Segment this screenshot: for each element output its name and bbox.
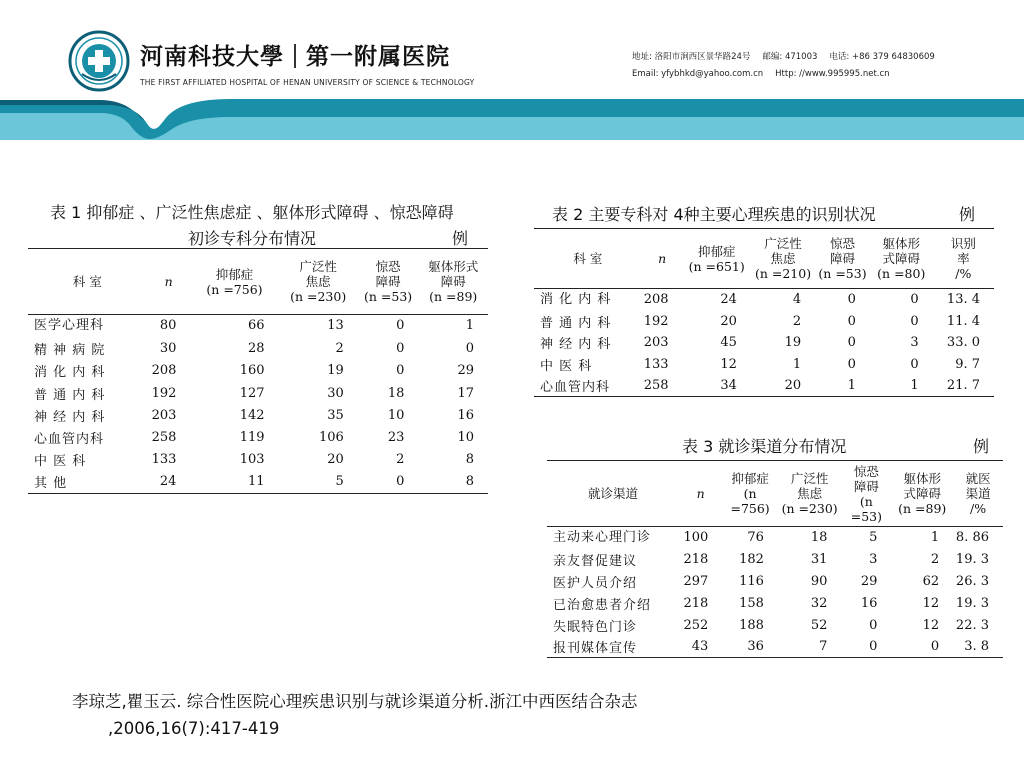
- cell-value: 103: [239, 452, 265, 468]
- cell-value: 5: [335, 474, 344, 490]
- cell-value: 19: [327, 363, 344, 379]
- cell-value: 100: [683, 530, 709, 545]
- table-1-title-line2: 初诊专科分布情况: [188, 229, 317, 248]
- row-label: 失眠特色门诊: [553, 619, 638, 635]
- table1-header-text: 障碍: [375, 274, 401, 289]
- cell-value: 52: [810, 617, 828, 633]
- page-header: [0, 0, 1024, 140]
- cell-value: 10: [387, 407, 405, 423]
- cell-value: 76: [747, 530, 764, 545]
- table3-header-cell: [679, 461, 722, 527]
- table2-header-text: 抑郁症: [697, 243, 736, 259]
- table3-header-text: (n =53): [850, 493, 882, 524]
- cell-value: 127: [239, 385, 265, 401]
- table2-header-text: (n =210): [754, 266, 812, 281]
- table-row: [28, 315, 488, 338]
- cell-value: 11: [247, 474, 265, 490]
- cell-value: 24: [159, 474, 177, 490]
- table3-header-text: 式障碍: [903, 486, 941, 501]
- cell-value: 258: [151, 430, 177, 446]
- cell-value: 208: [643, 292, 669, 307]
- table-2-grid: [534, 228, 994, 397]
- table-2: [534, 200, 994, 405]
- cell-value: 2: [396, 452, 405, 468]
- table-row: [28, 426, 488, 448]
- table2-header-cell: [933, 229, 994, 289]
- table3-header-cell: [722, 461, 778, 527]
- cell-value: 297: [683, 573, 709, 589]
- cell-value: 0: [910, 313, 919, 329]
- table-3-title: 表 3 就诊渠道分布情况: [682, 437, 847, 456]
- cell-value: 16: [457, 407, 474, 423]
- postcode-text: 邮编: 471003: [762, 52, 818, 62]
- cell-value: 33. 0: [946, 335, 980, 351]
- cell-value: 45: [720, 335, 737, 351]
- cell-value: 12: [720, 357, 737, 373]
- cell-value: 7: [819, 639, 828, 655]
- cell-value: 80: [159, 318, 177, 333]
- cell-value: 1: [847, 378, 856, 394]
- table2-header-text: 焦虑: [770, 251, 796, 266]
- brand-name-cn: 河南科技大學: [140, 44, 284, 70]
- cell-value: 8: [465, 452, 474, 468]
- table1-header-text: 焦虑: [305, 274, 331, 289]
- table-1: [28, 196, 488, 496]
- table-row: [28, 360, 488, 382]
- table2-header-cell: [642, 229, 683, 289]
- cell-value: 12: [922, 617, 940, 633]
- table1-header-cell: [279, 249, 358, 315]
- table-row: [547, 571, 1003, 593]
- table2-header-row: [534, 229, 994, 289]
- cell-value: 0: [869, 617, 878, 633]
- table-row: [547, 527, 1003, 549]
- table-row: [28, 337, 488, 359]
- cell-value: 34: [720, 378, 737, 394]
- cell-value: 31: [810, 552, 828, 568]
- cell-value: 62: [922, 573, 940, 589]
- cell-value: 19: [784, 335, 802, 351]
- cell-value: 158: [739, 595, 764, 611]
- table1-header-text: 抑郁症: [215, 266, 254, 282]
- table3-header-text: 广泛性: [790, 471, 829, 486]
- cell-value: 23: [387, 430, 405, 446]
- cell-value: 2: [335, 340, 344, 356]
- table3-header-text: 抑郁症: [731, 471, 769, 486]
- table-row: [534, 354, 994, 376]
- table2-header-text: (n =80): [877, 266, 926, 281]
- cell-value: 133: [151, 452, 177, 468]
- table1-header-row: [28, 249, 488, 315]
- row-label: 普 通 内 科: [540, 315, 612, 331]
- cell-value: 5: [869, 530, 878, 545]
- cell-value: 119: [239, 430, 265, 446]
- row-label: 已治愈患者介绍: [553, 597, 652, 613]
- table2-header-text: n: [658, 251, 667, 266]
- citation-line-2: ,2006,16(7):417-419: [108, 719, 280, 738]
- table-row: [534, 375, 994, 397]
- row-label: 报刊媒体宣传: [553, 641, 638, 657]
- cell-value: 43: [691, 639, 709, 655]
- table3-header-cell: [953, 461, 1003, 527]
- table-row: [534, 289, 994, 311]
- table-row: [534, 332, 994, 354]
- cell-value: 0: [910, 292, 919, 307]
- table3-header-text: 焦虑: [797, 486, 823, 501]
- table1-header-text: (n =230): [290, 289, 347, 304]
- cell-value: 0: [930, 639, 940, 655]
- cell-value: 26. 3: [955, 573, 989, 589]
- cell-value: 218: [683, 552, 709, 568]
- cell-value: 116: [739, 573, 764, 589]
- cell-value: 0: [396, 363, 405, 379]
- cell-value: 0: [847, 292, 856, 307]
- table-1-title-line1: 表 1 抑郁症 、广泛性焦虑症 、躯体形式障碍 、惊恐障碍: [50, 203, 454, 222]
- cell-value: 19. 3: [955, 552, 989, 568]
- table3-header-text: 障碍: [853, 478, 879, 494]
- cell-value: 203: [151, 407, 177, 423]
- cell-value: 0: [910, 357, 919, 373]
- table3-header-text: 就诊渠道: [587, 486, 638, 501]
- table1-header-cell: [358, 249, 419, 315]
- row-label: 普 通 内 科: [34, 387, 106, 403]
- table2-header-cell: [751, 229, 815, 289]
- cell-value: 0: [465, 340, 474, 356]
- table3-header-text: n: [696, 486, 705, 501]
- row-label: 亲友督促建议: [553, 554, 638, 570]
- table2-header-text: 式障碍: [882, 251, 921, 266]
- table2-header-text: 躯体形: [882, 236, 921, 251]
- table1-header-text: (n =756): [206, 281, 263, 297]
- table1-header-cell: [28, 249, 147, 315]
- table3-header-text: 渠道: [965, 486, 991, 501]
- table3-header-text: (n =89): [898, 501, 947, 516]
- table3-header-cell: [891, 461, 953, 527]
- brand-block: [140, 38, 474, 87]
- contact-info: [632, 49, 947, 83]
- table2-header-cell: [870, 229, 933, 289]
- cell-value: 0: [847, 335, 856, 351]
- cell-value: 106: [318, 430, 344, 446]
- cell-value: 160: [239, 363, 265, 379]
- table2-header-text: 广泛性: [764, 236, 802, 251]
- cell-value: 18: [810, 530, 828, 545]
- table1-header-cell: [147, 249, 191, 315]
- table2-header-text: (n =53): [818, 266, 867, 281]
- cell-value: 30: [159, 340, 177, 356]
- cell-value: 17: [457, 385, 474, 401]
- cell-value: 30: [327, 385, 344, 401]
- phone-text: 电话: +86 379 64830609: [829, 52, 935, 62]
- cell-value: 13. 4: [946, 292, 980, 307]
- cell-value: 12: [922, 595, 940, 611]
- row-label: 医护人员介绍: [553, 575, 638, 591]
- table3-header-text: (n =756): [730, 486, 770, 516]
- cell-value: 1: [930, 530, 940, 545]
- table-2-unit: 例: [959, 205, 976, 224]
- cell-value: 2: [930, 552, 940, 568]
- header-wave-banner: [0, 95, 1024, 140]
- cell-value: 8: [465, 474, 474, 490]
- brand-name-en: THE FIRST AFFILIATED HOSPITAL OF HENAN UNIVERSITY OF SCIENCE & TECHNOLOGY: [140, 77, 475, 87]
- row-label: 消 化 内 科: [34, 365, 106, 381]
- cell-value: 142: [239, 407, 265, 423]
- cell-value: 252: [683, 617, 709, 633]
- cell-value: 29: [457, 363, 474, 379]
- cell-value: 29: [860, 573, 878, 589]
- website-text: Http: //www.995995.net.cn: [775, 69, 890, 79]
- table1-header-cell: [190, 249, 278, 315]
- cell-value: 1: [465, 318, 474, 333]
- row-label: 精 神 病 院: [34, 342, 106, 358]
- row-label: 消 化 内 科: [540, 292, 612, 307]
- table3-header-cell: [778, 461, 841, 527]
- cell-value: 0: [847, 357, 856, 373]
- cell-value: 36: [747, 639, 764, 655]
- table-row: [547, 614, 1003, 636]
- table-2-title: 表 2 主要专科对 4种主要心理疾患的识别状况: [552, 205, 876, 224]
- cell-value: 203: [643, 335, 669, 351]
- cell-value: 0: [396, 318, 405, 333]
- cell-value: 20: [720, 313, 737, 329]
- table-row: [547, 592, 1003, 614]
- cell-value: 0: [396, 340, 405, 356]
- table-row: [547, 549, 1003, 571]
- table3-header-cell: [841, 461, 891, 527]
- row-label: 中 医 科: [540, 359, 593, 375]
- table2-header-cell: [534, 229, 642, 289]
- table2-header-cell: [683, 229, 751, 289]
- table-row: [28, 449, 488, 471]
- cell-value: 182: [739, 552, 764, 568]
- cell-value: 28: [247, 340, 265, 356]
- table1-header-cell: [418, 249, 488, 315]
- cell-value: 3. 8: [964, 639, 989, 655]
- table1-header-text: (n =89): [429, 289, 478, 304]
- cell-value: 9. 7: [955, 357, 980, 373]
- table3-header-text: 就医: [965, 471, 991, 486]
- table3-header-text: 惊恐: [853, 463, 879, 479]
- cell-value: 8. 86: [955, 530, 989, 545]
- brand-divider: [294, 44, 296, 68]
- cell-value: 3: [910, 335, 919, 351]
- cell-value: 258: [643, 378, 669, 394]
- cell-value: 3: [869, 552, 878, 568]
- cell-value: 35: [327, 407, 344, 423]
- table1-header-text: n: [164, 274, 173, 289]
- table1-header-text: 躯体形式: [428, 259, 479, 274]
- table2-header-text: 率: [957, 251, 970, 266]
- cell-value: 19. 3: [955, 595, 989, 611]
- table3-header-text: 躯体形: [903, 471, 941, 486]
- cell-value: 24: [720, 292, 737, 307]
- row-label: 主动来心理门诊: [553, 530, 652, 545]
- cell-value: 10: [457, 430, 474, 446]
- table3-header-row: [547, 461, 1003, 527]
- row-label: 神 经 内 科: [34, 409, 106, 425]
- hospital-logo-icon: [68, 30, 130, 92]
- table2-header-text: (n =651): [688, 258, 745, 274]
- cell-value: 21. 7: [946, 378, 980, 394]
- table-row: [534, 311, 994, 333]
- table3-header-text: /%: [970, 501, 987, 516]
- table-3-grid: [547, 460, 1003, 658]
- citation: [72, 688, 637, 742]
- cell-value: 2: [792, 313, 802, 329]
- table-1-unit: 例: [452, 229, 469, 248]
- table2-header-text: /%: [955, 266, 972, 281]
- cell-value: 218: [683, 595, 709, 611]
- row-label: 其 他: [34, 476, 68, 492]
- table-row: [28, 382, 488, 404]
- table-1-grid: [28, 248, 488, 494]
- table2-header-text: 障碍: [830, 251, 856, 266]
- cell-value: 133: [643, 357, 669, 373]
- cell-value: 32: [810, 595, 828, 611]
- address-text: 地址: 洛阳市涧西区景华路24号: [632, 52, 751, 62]
- cell-value: 1: [792, 357, 802, 373]
- cell-value: 0: [396, 474, 405, 490]
- cell-value: 192: [643, 313, 669, 329]
- email-text: Email: yfybhkd@yahoo.com.cn: [632, 69, 764, 79]
- cell-value: 22. 3: [955, 617, 989, 633]
- cell-value: 0: [847, 313, 856, 329]
- cell-value: 13: [327, 318, 344, 333]
- table1-header-text: 障碍: [440, 274, 466, 289]
- row-label: 心血管内科: [540, 380, 611, 396]
- cell-value: 11. 4: [946, 313, 980, 329]
- table-3: [547, 432, 1003, 662]
- cell-value: 16: [860, 595, 878, 611]
- table1-header-text: 惊恐: [375, 259, 401, 274]
- row-label: 神 经 内 科: [540, 337, 612, 353]
- cell-value: 66: [247, 318, 265, 333]
- table-row: [28, 471, 488, 493]
- table1-header-text: 广泛性: [299, 259, 337, 274]
- table1-header-text: (n =53): [364, 289, 413, 304]
- cell-value: 192: [151, 385, 177, 401]
- cell-value: 0: [869, 639, 878, 655]
- table-row: [547, 636, 1003, 658]
- table3-header-cell: [547, 461, 679, 527]
- table2-header-text: 识别: [950, 236, 976, 251]
- row-label: 心血管内科: [34, 432, 105, 448]
- table3-header-text: (n =230): [781, 501, 838, 516]
- cell-value: 1: [910, 378, 919, 394]
- table-row: [28, 404, 488, 426]
- brand-title: [140, 38, 474, 72]
- cell-value: 90: [810, 573, 828, 589]
- table2-header-text: 科 室: [573, 251, 603, 266]
- cell-value: 188: [739, 617, 764, 633]
- row-label: 中 医 科: [34, 454, 87, 470]
- cell-value: 20: [784, 378, 802, 394]
- citation-line-1: 李琼芝,瞿玉云. 综合性医院心理疾患识别与就诊渠道分析.浙江中西医结合杂志: [72, 692, 638, 711]
- cell-value: 20: [327, 452, 344, 468]
- cell-value: 4: [792, 292, 802, 307]
- cell-value: 18: [387, 385, 405, 401]
- row-label: 医学心理科: [34, 318, 105, 333]
- table-3-unit: 例: [973, 437, 990, 456]
- table2-header-text: 惊恐: [830, 236, 856, 251]
- brand-name-cn-sub: 第一附属医院: [306, 44, 450, 70]
- table2-header-cell: [815, 229, 870, 289]
- table1-header-text: 科 室: [72, 274, 102, 289]
- cell-value: 208: [151, 363, 177, 379]
